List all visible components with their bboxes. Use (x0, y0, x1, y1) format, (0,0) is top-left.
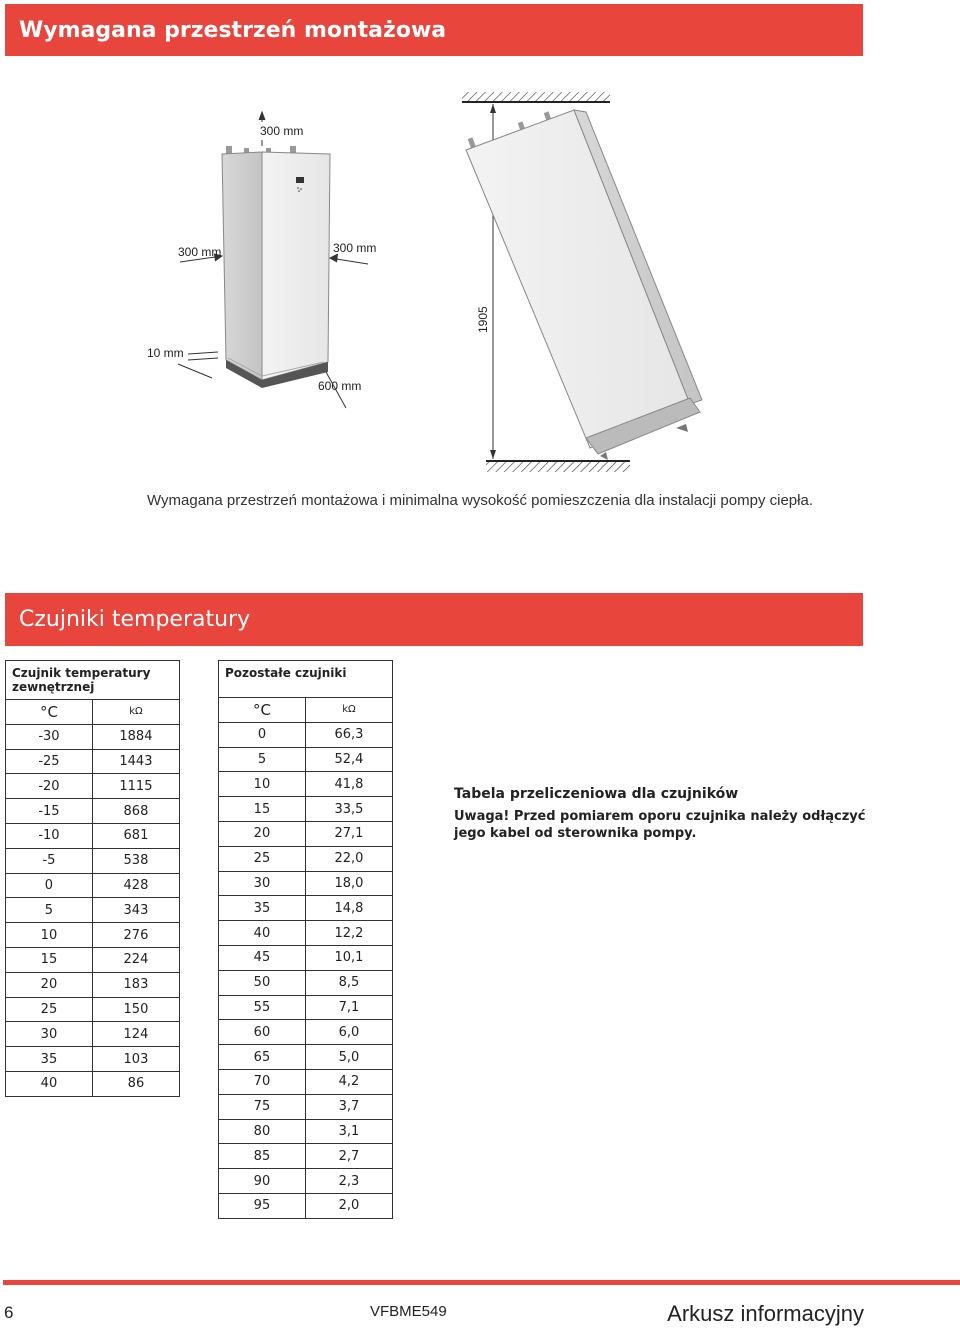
outdoor-row (6, 799, 180, 824)
other-table-title: Pozostałe czujniki (219, 661, 393, 698)
dim-bottom-left-label: 10 mm (147, 346, 184, 360)
other-temp-cell: 75 (219, 1094, 306, 1119)
other-row (219, 1169, 393, 1194)
other-resistance-cell: 2,7 (305, 1144, 392, 1169)
outdoor-resistance-cell: 1115 (92, 774, 179, 799)
dim-top-label: 300 mm (260, 124, 304, 138)
other-row (219, 846, 393, 871)
other-temp-cell: 90 (219, 1169, 306, 1194)
footer-divider (3, 1280, 960, 1285)
other-row (219, 1144, 393, 1169)
outdoor-temp-cell: -25 (6, 749, 93, 774)
outdoor-resistance-cell: 681 (92, 823, 179, 848)
other-resistance-cell: 6,0 (305, 1020, 392, 1045)
document-title: Arkusz informacyjny (667, 1301, 864, 1326)
other-row (219, 772, 393, 797)
other-row (219, 1069, 393, 1094)
outdoor-temp-cell: 35 (6, 1047, 93, 1072)
other-row (219, 871, 393, 896)
outdoor-col-celsius: °C (6, 700, 93, 725)
floor-hatch (486, 462, 630, 472)
installation-space-figure (0, 60, 960, 480)
outdoor-row (6, 997, 180, 1022)
dim-left-label: 300 mm (178, 245, 222, 259)
outdoor-sensor-table (5, 660, 180, 1097)
other-col-kohm: kΩ (305, 698, 392, 723)
outdoor-row (6, 724, 180, 749)
heat-pump-upright (222, 146, 330, 388)
other-temp-cell: 40 (219, 921, 306, 946)
outdoor-temp-cell: 0 (6, 873, 93, 898)
other-col-celsius: °C (219, 698, 306, 723)
other-resistance-cell: 5,0 (305, 1045, 392, 1070)
outdoor-temp-cell: -20 (6, 774, 93, 799)
outdoor-resistance-cell: 1443 (92, 749, 179, 774)
other-row (219, 1119, 393, 1144)
other-row (219, 797, 393, 822)
outdoor-temp-cell: 15 (6, 947, 93, 972)
other-resistance-cell: 18,0 (305, 871, 392, 896)
note-title: Tabela przeliczeniowa dla czujników (454, 786, 739, 802)
other-temp-cell: 80 (219, 1119, 306, 1144)
other-temp-cell: 50 (219, 970, 306, 995)
other-temp-cell: 60 (219, 1020, 306, 1045)
other-row (219, 896, 393, 921)
other-row (219, 747, 393, 772)
outdoor-resistance-cell: 183 (92, 972, 179, 997)
other-resistance-cell: 2,0 (305, 1193, 392, 1218)
other-temp-cell: 95 (219, 1193, 306, 1218)
other-resistance-cell: 27,1 (305, 821, 392, 846)
document-code: VFBME549 (370, 1303, 447, 1320)
outdoor-row (6, 848, 180, 873)
other-row (219, 722, 393, 747)
other-temp-cell: 20 (219, 821, 306, 846)
outdoor-temp-cell: -5 (6, 848, 93, 873)
section-title-temperature-sensors: Czujniki temperatury (5, 593, 863, 646)
note-warning: Uwaga! Przed pomiarem oporu czujnika należy odłączyć jego kabel od sterownika pompy. (454, 809, 866, 841)
outdoor-row (6, 1071, 180, 1096)
outdoor-col-kohm: kΩ (92, 700, 179, 725)
outdoor-temp-cell: 5 (6, 898, 93, 923)
dim-height-label: 1905 (476, 306, 490, 333)
outdoor-row (6, 1047, 180, 1072)
other-resistance-cell: 33,5 (305, 797, 392, 822)
outdoor-resistance-cell: 343 (92, 898, 179, 923)
other-temp-cell: 5 (219, 747, 306, 772)
other-resistance-cell: 3,1 (305, 1119, 392, 1144)
other-row (219, 1045, 393, 1070)
outdoor-row (6, 774, 180, 799)
outdoor-table-title: Czujnik temperatury zewnętrznej (6, 661, 180, 700)
other-resistance-cell: 41,8 (305, 772, 392, 797)
outdoor-resistance-cell: 124 (92, 1022, 179, 1047)
other-temp-cell: 45 (219, 945, 306, 970)
other-row (219, 1094, 393, 1119)
outdoor-resistance-cell: 868 (92, 799, 179, 824)
outdoor-row (6, 923, 180, 948)
outdoor-resistance-cell: 1884 (92, 724, 179, 749)
outdoor-row (6, 898, 180, 923)
other-temp-cell: 85 (219, 1144, 306, 1169)
outdoor-resistance-cell: 103 (92, 1047, 179, 1072)
outdoor-temp-cell: -30 (6, 724, 93, 749)
dim-right-label: 300 mm (333, 241, 377, 255)
outdoor-temp-cell: 30 (6, 1022, 93, 1047)
other-resistance-cell: 22,0 (305, 846, 392, 871)
outdoor-row (6, 1022, 180, 1047)
outdoor-resistance-cell: 224 (92, 947, 179, 972)
other-row (219, 1193, 393, 1218)
outdoor-resistance-cell: 86 (92, 1071, 179, 1096)
outdoor-row (6, 823, 180, 848)
other-resistance-cell: 7,1 (305, 995, 392, 1020)
other-sensor-table (218, 660, 393, 1219)
outdoor-row (6, 749, 180, 774)
other-temp-cell: 65 (219, 1045, 306, 1070)
other-temp-cell: 70 (219, 1069, 306, 1094)
outdoor-row (6, 873, 180, 898)
section-title-installation-space: Wymagana przestrzeń montażowa (5, 4, 863, 56)
other-row (219, 970, 393, 995)
other-resistance-cell: 4,2 (305, 1069, 392, 1094)
other-resistance-cell: 8,5 (305, 970, 392, 995)
outdoor-temp-cell: -15 (6, 799, 93, 824)
other-resistance-cell: 2,3 (305, 1169, 392, 1194)
heat-pump-tilted (466, 110, 702, 460)
other-temp-cell: 30 (219, 871, 306, 896)
other-row (219, 995, 393, 1020)
outdoor-resistance-cell: 428 (92, 873, 179, 898)
outdoor-temp-cell: 40 (6, 1071, 93, 1096)
ceiling-hatch (462, 92, 610, 102)
other-resistance-cell: 10,1 (305, 945, 392, 970)
conversion-note (454, 786, 874, 842)
other-resistance-cell: 12,2 (305, 921, 392, 946)
outdoor-resistance-cell: 538 (92, 848, 179, 873)
outdoor-resistance-cell: 150 (92, 997, 179, 1022)
outdoor-temp-cell: 20 (6, 972, 93, 997)
other-resistance-cell: 3,7 (305, 1094, 392, 1119)
other-row (219, 821, 393, 846)
outdoor-temp-cell: -10 (6, 823, 93, 848)
other-temp-cell: 55 (219, 995, 306, 1020)
other-temp-cell: 0 (219, 722, 306, 747)
other-row (219, 945, 393, 970)
other-temp-cell: 35 (219, 896, 306, 921)
other-row (219, 921, 393, 946)
other-temp-cell: 10 (219, 772, 306, 797)
other-temp-cell: 25 (219, 846, 306, 871)
figure-caption: Wymagana przestrzeń montażowa i minimalna wysokość pomieszczenia dla instalacji pompy ciepła. (147, 492, 813, 509)
other-resistance-cell: 66,3 (305, 722, 392, 747)
other-temp-cell: 15 (219, 797, 306, 822)
other-resistance-cell: 14,8 (305, 896, 392, 921)
outdoor-resistance-cell: 276 (92, 923, 179, 948)
outdoor-temp-cell: 10 (6, 923, 93, 948)
other-resistance-cell: 52,4 (305, 747, 392, 772)
other-row (219, 1020, 393, 1045)
outdoor-temp-cell: 25 (6, 997, 93, 1022)
outdoor-row (6, 972, 180, 997)
dim-bottom-front-label: 600 mm (318, 379, 362, 393)
outdoor-row (6, 947, 180, 972)
page-number: 6 (4, 1303, 14, 1322)
